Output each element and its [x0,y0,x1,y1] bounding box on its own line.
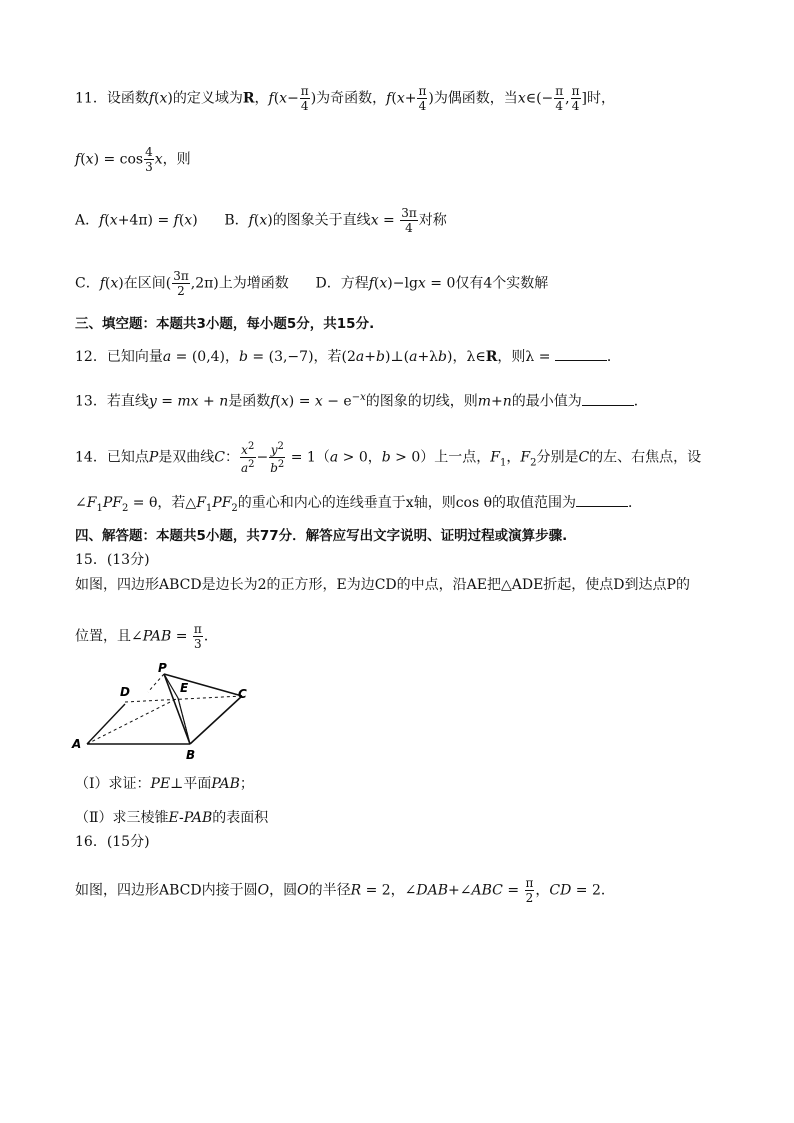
q13: 13．若直线y = mx + n是函数$f(x) = x - e^{-x}$的图象的切线，则m+n的最小值为 ． [75,392,648,410]
q14-line2: $\angle F_1PF_2 = \theta$，若$\triangle F_1PF_2$的重心和内心的连线垂直于x轴，则cos θ的取值范围为 ． [75,492,642,519]
q14-answer-blank[interactable] [576,492,628,507]
q15-line2: 位置，且∠PAB = $\frac{\pi}{3}$ ． [75,622,218,651]
q15-sub2: （Ⅱ）求三棱锥E-PAB的表面积 [75,810,269,826]
q16-head: 16．(15分) [75,834,150,850]
q11-options-ab: A．f(x+4π) = f(x) B．f(x)的图象关于直线x = $\frac{3\pi}{4}$ 对称 [75,206,447,235]
pyramid-figure [70,662,270,762]
label-C: C [238,687,247,701]
q14-line1: 14．已知点P是双曲线C： $\frac{x^2}{a^2}$ − $\frac{y^2}{b^2}$ = 1（a > 0，b > 0）上一点，$F_1$，$F_2$分别是C的左、右焦点，设 [75,441,702,475]
q16-line1: 如图，四边形ABCD内接于圆O，圆O的半径R = 2，∠DAB+∠ABC = $\frac{\pi}{2}$ ，CD = 2． [75,876,615,905]
q11-line2: f(x) = cos $\frac{4}{3}$ x，则 [75,145,191,174]
q11-options-cd: C．f(x)在区间( $\frac{3\pi}{2}$ ,2π)上为增函数 D．方程f(x)−lgx = 0仅有4个实数解 [75,269,549,298]
label-P: P [158,662,167,675]
q15-line1: 如图，四边形ABCD是边长为2的正方形，E为边CD的中点，沿AE把△ADE折起，使点D到达点P的 [75,577,690,593]
section3-title: 三、填空题：本题共3小题，每小题5分，共15分. [75,316,375,332]
q12-answer-blank[interactable] [555,346,607,361]
q11-line1: 11．设函数f(x)的定义域为R，f(x− $\frac{\pi}{4}$ )为奇函数，f(x+ $\frac{\pi}{4}$ )为偶函数，当x∈(− $\frac{\pi}{4}$ , $\frac{\pi}{4}$ ]时， [75,84,615,113]
label-A: A [72,737,82,751]
q15-head: 15．(13分) [75,552,150,568]
label-D: D [120,685,130,699]
section4-title: 四、解答题：本题共5小题，共77分．解答应写出文字说明、证明过程或演算步骤. [75,528,568,544]
q15-sub1: （Ⅰ）求证：PE⊥平面PAB； [75,776,254,792]
label-E: E [180,681,189,695]
q13-answer-blank[interactable] [582,391,634,406]
q12: 12．已知向量a = (0,4)，b = (3,−7)，若(2a+b)⊥(a+λb)，λ∈R，则λ = ． [75,346,621,367]
label-B: B [186,748,196,762]
